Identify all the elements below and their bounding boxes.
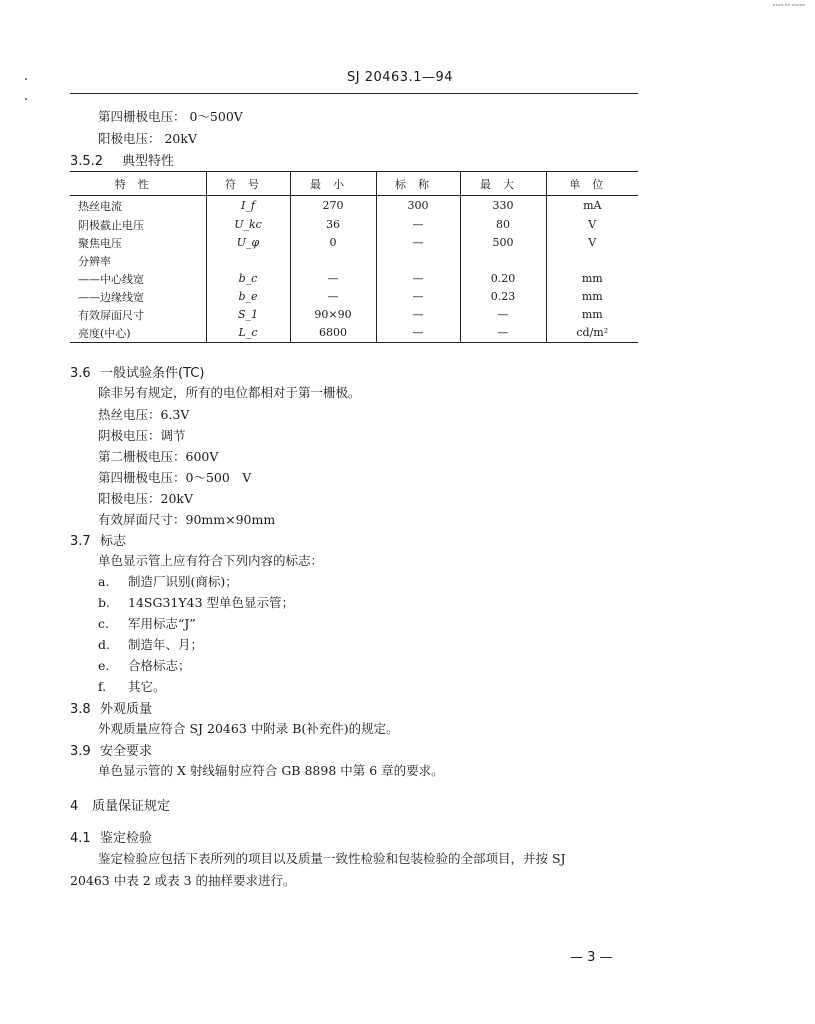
section-title: 典型特性 (122, 154, 175, 169)
header-rule (70, 93, 638, 94)
section-number: 4.1 (70, 831, 91, 846)
scanner-mark: ▪▪▪▪ ▪▪ ▪▪▪▪▪ (772, 2, 805, 7)
list-text: 军用标志“J” (128, 616, 196, 631)
cell-nominal: — (376, 234, 460, 252)
cell-min: — (290, 270, 376, 288)
cell-min: 90×90 (290, 306, 376, 324)
table-row (70, 288, 638, 306)
cell-symbol: L_c (206, 324, 290, 343)
list-item (98, 635, 203, 653)
scan-dot (25, 78, 27, 80)
cell-max: — (460, 324, 546, 343)
section-number: 3.6 (70, 366, 91, 381)
list-label: a. (98, 574, 110, 589)
cell-symbol: S_1 (206, 306, 290, 324)
page-number: — 3 — (570, 950, 613, 965)
list-label: c. (98, 616, 109, 631)
section-title: 标志 (100, 534, 127, 549)
cell-unit: mm (546, 306, 638, 324)
list-label: d. (98, 637, 110, 652)
list-text: 合格标志； (128, 658, 191, 673)
list-item (98, 593, 294, 611)
cell-name: 分辨率 (78, 254, 111, 268)
cell-symbol: U_φ (206, 234, 290, 252)
qualification-text-line-2: 20463 中表 2 或表 3 的抽样要求进行。 (70, 873, 296, 888)
qualification-text-line-1: 鉴定检验应包括下表所列的项目以及质量一致性检验和包装检验的全部项目，并按 SJ (98, 851, 566, 866)
cell-symbol: b_c (206, 270, 290, 288)
section-title: 外观质量 (100, 702, 153, 717)
scan-dot (25, 98, 27, 100)
column-header: 最小 (290, 172, 376, 196)
marking-intro: 单色显示管上应有符合下列内容的标志： (98, 553, 324, 568)
table-row (70, 196, 638, 216)
cell-nominal (376, 252, 460, 270)
cell-nominal: — (376, 324, 460, 343)
safety-text: 单色显示管的 X 射线辐射应符合 GB 8898 中第 6 章的要求。 (98, 763, 444, 778)
page-header: SJ 20463.1—94 (346, 70, 454, 85)
cell-nominal: — (376, 216, 460, 234)
tc-line: 热丝电压：6.3V (98, 407, 190, 422)
section-number: 3.5.2 (70, 154, 104, 169)
section-3-9-heading (70, 740, 152, 759)
cell-min: 270 (290, 196, 376, 216)
list-label: f. (98, 679, 107, 694)
cell-nominal: 300 (376, 196, 460, 216)
cell-min: 36 (290, 216, 376, 234)
column-header: 最大 (460, 172, 546, 196)
cell-min: 6800 (290, 324, 376, 343)
table-row (70, 216, 638, 234)
section-3-7-heading (70, 530, 126, 549)
cell-symbol: I_f (206, 196, 290, 216)
cell-min: — (290, 288, 376, 306)
cell-name: 阴极截止电压 (78, 218, 144, 232)
cell-name: 有效屏面尺寸 (78, 308, 144, 322)
tc-line: 阴极电压：调节 (98, 428, 186, 443)
intro-grid4-voltage: 第四栅极电压： 0～500V (98, 109, 243, 124)
appearance-text: 外观质量应符合 SJ 20463 中附录 B(补充件)的规定。 (98, 721, 399, 736)
cell-name: ——中心线宽 (78, 272, 144, 286)
section-number: 4 (70, 799, 79, 814)
table-row (70, 270, 638, 288)
tc-line: 阳极电压：20kV (98, 491, 194, 506)
section-title: 一般试验条件(TC) (100, 366, 205, 381)
cell-symbol: b_e (206, 288, 290, 306)
list-text: 其它。 (128, 679, 166, 694)
table-row (70, 252, 638, 270)
section-3-8-heading (70, 698, 152, 717)
cell-unit: mm (546, 288, 638, 306)
cell-unit: cd/m² (546, 324, 638, 343)
cell-name: 热丝电流 (78, 199, 122, 213)
section-3-5-2-heading (70, 150, 174, 169)
column-header: 单位 (546, 172, 638, 196)
table-row (70, 324, 638, 343)
cell-min (290, 252, 376, 270)
tc-line: 第四栅极电压：0～500 V (98, 470, 252, 485)
cell-unit: mA (546, 196, 638, 216)
section-4-1-heading (70, 827, 152, 846)
cell-max: — (460, 306, 546, 324)
table-header-row (70, 172, 638, 196)
column-header: 标称 (376, 172, 460, 196)
section-title: 质量保证规定 (92, 799, 171, 814)
cell-max: 0.20 (460, 270, 546, 288)
tc-line: 有效屏面尺寸：90mm×90mm (98, 512, 276, 527)
cell-max: 0.23 (460, 288, 546, 306)
cell-nominal: — (376, 306, 460, 324)
section-title: 鉴定检验 (100, 831, 153, 846)
section-number: 3.8 (70, 702, 91, 717)
column-header: 特性 (70, 172, 206, 196)
section-title: 安全要求 (100, 744, 153, 759)
list-text: 14SG31Y43 型单色显示管； (128, 595, 294, 610)
list-label: b. (98, 595, 110, 610)
cell-min: 0 (290, 234, 376, 252)
cell-name: 亮度(中心) (70, 324, 206, 343)
cell-max (460, 252, 546, 270)
cell-nominal: — (376, 270, 460, 288)
cell-unit: mm (546, 270, 638, 288)
list-item (98, 656, 191, 674)
cell-unit: V (546, 216, 638, 234)
section-number: 3.9 (70, 744, 91, 759)
cell-max: 80 (460, 216, 546, 234)
intro-anode-voltage: 阳极电压： 20kV (98, 131, 197, 146)
table-row (70, 234, 638, 252)
typical-characteristics-table (70, 171, 638, 343)
list-text: 制造年、月； (128, 637, 204, 652)
cell-unit: V (546, 234, 638, 252)
list-label: e. (98, 658, 110, 673)
list-text: 制造厂识别(商标)； (128, 574, 238, 589)
tc-line: 第二栅极电压：600V (98, 449, 219, 464)
list-item (98, 572, 238, 590)
cell-name: ——边缘线宽 (78, 290, 144, 304)
list-item (98, 614, 196, 632)
list-item (98, 677, 166, 695)
table-row (70, 306, 638, 324)
cell-name: 聚焦电压 (78, 236, 122, 250)
section-number: 3.7 (70, 534, 91, 549)
section-3-6-heading (70, 362, 204, 381)
cell-symbol (206, 252, 290, 270)
section-4-heading (70, 795, 170, 814)
cell-max: 330 (460, 196, 546, 216)
cell-nominal: — (376, 288, 460, 306)
cell-max: 500 (460, 234, 546, 252)
column-header: 符号 (206, 172, 290, 196)
cell-symbol: U_kc (206, 216, 290, 234)
tc-line: 除非另有规定，所有的电位都相对于第一栅极。 (98, 385, 361, 400)
cell-unit (546, 252, 638, 270)
